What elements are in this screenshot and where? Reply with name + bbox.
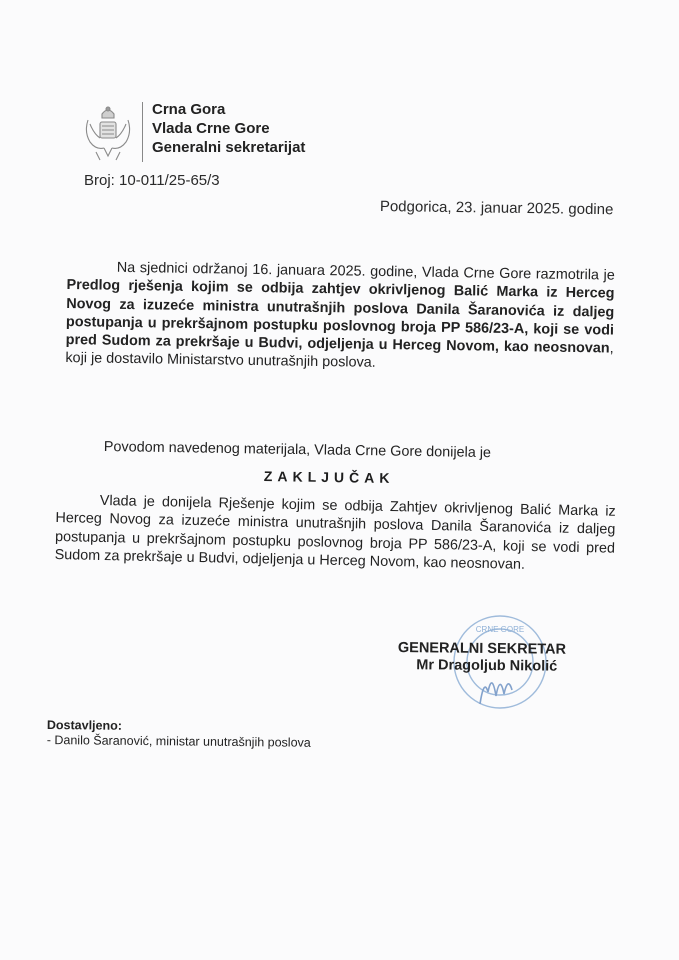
office-name: Generalni sekretarijat	[152, 139, 306, 156]
conclusion-heading: ZAKLJUČAK	[263, 468, 395, 487]
conclusion-text: Vlada je donijela Rješenje kojim se odbija Zahtjev okrivljenog Balić Marka iz Herceg Novog za izuzeće ministra unutrašnjih poslova Danila Šaranovića iz daljeg postupanja u prekršajnom postupku poslovnog broja PP 586/23-A, koji se vodi pred Sudom za prekršaje u Budvi, odjeljenja u Herceg Novom, kao neosnovan.	[54, 492, 616, 573]
organization-block	[152, 100, 305, 157]
stamp-text: CRNE GORE	[475, 625, 525, 634]
signatory-name: Mr Dragoljub Nikolić	[416, 657, 558, 675]
signatory-title: GENERALNI SEKRETAR	[397, 640, 567, 658]
intro-paragraph	[65, 258, 615, 376]
letterhead	[82, 100, 305, 162]
reference-number: Broj: 10-011/25-65/3	[84, 172, 220, 189]
delivery-label: Dostavljeno:	[46, 718, 123, 733]
place-date: Podgorica, 23. januar 2025. godine	[379, 198, 614, 219]
coat-of-arms-icon	[82, 104, 134, 162]
lead-in-text: Povodom navedenog materijala, Vlada Crne Gore donijela je	[103, 438, 492, 462]
conclusion-paragraph	[54, 491, 615, 576]
government-name: Vlada Crne Gore	[152, 120, 270, 137]
intro-text-end: , koji je dostavilo Ministarstvo unutrašnjih poslova.	[65, 340, 614, 372]
signature-block	[398, 640, 566, 676]
country-name: Crna Gora	[152, 101, 226, 118]
delivery-recipient: - Danilo Šaranović, ministar unutrašnjih poslova	[46, 732, 311, 750]
intro-text: Na sjednici održanoj 16. januara 2025. godine, Vlada Crne Gore razmotrila je	[116, 259, 615, 284]
letterhead-divider	[142, 102, 143, 162]
intro-subject-bold: Predlog rješenja kojim se odbija zahtjev okrivljenog Balić Marka iz Herceg Novog za izuzeće ministra unutrašnjih poslova Danila Šaranovića iz daljeg postupanja u prekršajnom postupku poslovnog broja PP 586/23-A, koji se vodi pred Sudom za prekršaje u Budvi, odjeljenja u Herceg Novom, kao neosnovan	[65, 277, 615, 357]
delivery-list	[47, 718, 311, 751]
